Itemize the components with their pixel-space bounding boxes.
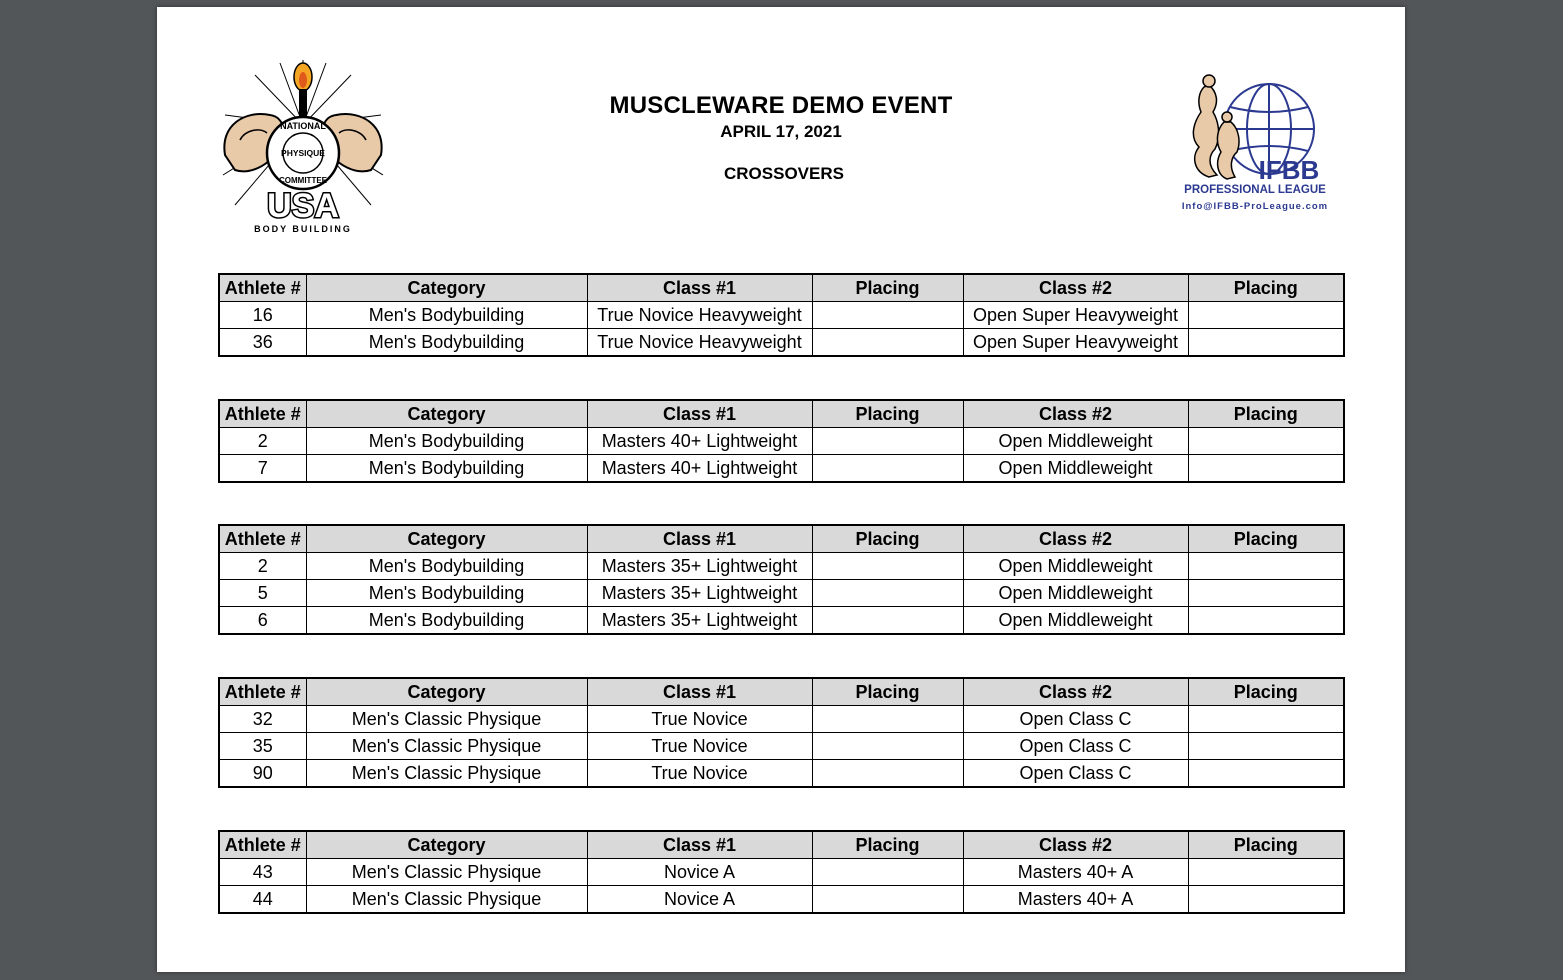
athlete-header: Athlete #	[219, 274, 306, 302]
class2-cell: Open Class C	[963, 760, 1188, 788]
class2-cell: Open Middleweight	[963, 455, 1188, 483]
placing1-cell	[812, 886, 963, 914]
placing1-cell	[812, 455, 963, 483]
athlete-number: 90	[219, 760, 306, 788]
table-header-row	[219, 274, 1344, 302]
table-row	[219, 607, 1344, 635]
table-row	[219, 886, 1344, 914]
table-row	[219, 859, 1344, 886]
athlete-number: 2	[219, 428, 306, 455]
class1-cell: Masters 35+ Lightweight	[587, 553, 812, 580]
category-header: Category	[306, 274, 587, 302]
category-cell: Men's Classic Physique	[306, 760, 587, 788]
table-header-row	[219, 525, 1344, 553]
class2-cell: Masters 40+ A	[963, 886, 1188, 914]
npc-footer: BODY BUILDING	[254, 224, 352, 234]
placing1-cell	[812, 859, 963, 886]
event-title: MUSCLEWARE DEMO EVENT	[609, 92, 953, 119]
placing2-header: Placing	[1188, 400, 1344, 428]
placing2-cell	[1188, 886, 1344, 914]
category-cell: Men's Bodybuilding	[306, 580, 587, 607]
class1-header: Class #1	[587, 831, 812, 859]
category-cell: Men's Bodybuilding	[306, 455, 587, 483]
class2-cell: Masters 40+ A	[963, 859, 1188, 886]
class2-header: Class #2	[963, 400, 1188, 428]
category-header: Category	[306, 678, 587, 706]
placing1-header: Placing	[812, 678, 963, 706]
table-row	[219, 553, 1344, 580]
class1-cell: True Novice	[587, 733, 812, 760]
class2-cell: Open Middleweight	[963, 428, 1188, 455]
category-cell: Men's Bodybuilding	[306, 302, 587, 329]
athlete-number: 2	[219, 553, 306, 580]
class2-cell: Open Super Heavyweight	[963, 329, 1188, 357]
class2-cell: Open Middleweight	[963, 580, 1188, 607]
placing2-cell	[1188, 428, 1344, 455]
crossover-table	[218, 273, 1345, 357]
class1-cell: Novice A	[587, 886, 812, 914]
placing2-cell	[1188, 553, 1344, 580]
table-row	[219, 760, 1344, 788]
table-header-row	[219, 400, 1344, 428]
table-row	[219, 302, 1344, 329]
placing1-cell	[812, 329, 963, 357]
athlete-number: 16	[219, 302, 306, 329]
placing2-header: Placing	[1188, 525, 1344, 553]
table-row	[219, 428, 1344, 455]
category-cell: Men's Classic Physique	[306, 706, 587, 733]
athlete-header: Athlete #	[219, 400, 306, 428]
ifbb-line1: PROFESSIONAL LEAGUE	[1184, 184, 1326, 196]
athlete-number: 43	[219, 859, 306, 886]
category-cell: Men's Classic Physique	[306, 733, 587, 760]
class1-cell: True Novice Heavyweight	[587, 302, 812, 329]
placing1-cell	[812, 607, 963, 635]
athlete-number: 7	[219, 455, 306, 483]
athlete-number: 44	[219, 886, 306, 914]
placing2-header: Placing	[1188, 831, 1344, 859]
npc-usa: USA	[267, 187, 339, 225]
class2-cell: Open Super Heavyweight	[963, 302, 1188, 329]
class2-header: Class #2	[963, 274, 1188, 302]
athlete-header: Athlete #	[219, 678, 306, 706]
placing2-header: Placing	[1188, 678, 1344, 706]
placing1-cell	[812, 706, 963, 733]
placing2-cell	[1188, 329, 1344, 357]
npc-logo	[215, 55, 391, 235]
class1-cell: True Novice	[587, 706, 812, 733]
class1-header: Class #1	[587, 678, 812, 706]
document-page	[157, 7, 1405, 972]
category-cell: Men's Classic Physique	[306, 859, 587, 886]
athlete-header: Athlete #	[219, 831, 306, 859]
placing1-header: Placing	[812, 400, 963, 428]
category-cell: Men's Bodybuilding	[306, 428, 587, 455]
placing2-header: Placing	[1188, 274, 1344, 302]
crossover-table	[218, 399, 1345, 483]
crossover-table	[218, 524, 1345, 635]
table-header-row	[219, 831, 1344, 859]
crossover-table	[218, 830, 1345, 914]
placing1-cell	[812, 428, 963, 455]
placing2-cell	[1188, 455, 1344, 483]
category-cell: Men's Bodybuilding	[306, 553, 587, 580]
table-row	[219, 580, 1344, 607]
class2-header: Class #2	[963, 678, 1188, 706]
category-header: Category	[306, 525, 587, 553]
class1-cell: True Novice	[587, 760, 812, 788]
class1-cell: Masters 35+ Lightweight	[587, 607, 812, 635]
class1-cell: Masters 40+ Lightweight	[587, 455, 812, 483]
category-cell: Men's Classic Physique	[306, 886, 587, 914]
class1-header: Class #1	[587, 400, 812, 428]
athlete-number: 36	[219, 329, 306, 357]
class1-cell: Novice A	[587, 859, 812, 886]
placing1-cell	[812, 553, 963, 580]
category-header: Category	[306, 831, 587, 859]
ifbb-main: IFBB	[1258, 155, 1320, 185]
placing1-header: Placing	[812, 274, 963, 302]
placing2-cell	[1188, 302, 1344, 329]
npc-center: PHYSIQUE	[281, 148, 325, 158]
placing2-cell	[1188, 706, 1344, 733]
class2-cell: Open Middleweight	[963, 553, 1188, 580]
athlete-number: 35	[219, 733, 306, 760]
event-subtitle: CROSSOVERS	[724, 164, 844, 183]
crossover-table	[218, 677, 1345, 788]
class1-header: Class #1	[587, 274, 812, 302]
npc-ring-bottom: COMMITTEE	[279, 176, 327, 185]
category-cell: Men's Bodybuilding	[306, 607, 587, 635]
class2-cell: Open Class C	[963, 733, 1188, 760]
placing1-cell	[812, 733, 963, 760]
npc-ring-top: NATIONAL	[280, 121, 326, 131]
placing1-cell	[812, 580, 963, 607]
ifbb-email: Info@IFBB-ProLeague.com	[1181, 201, 1329, 212]
table-header-row	[219, 678, 1344, 706]
class2-header: Class #2	[963, 525, 1188, 553]
class1-header: Class #1	[587, 525, 812, 553]
table-row	[219, 329, 1344, 357]
class2-cell: Open Middleweight	[963, 607, 1188, 635]
category-cell: Men's Bodybuilding	[306, 329, 587, 357]
event-date: APRIL 17, 2021	[720, 122, 842, 141]
placing1-header: Placing	[812, 525, 963, 553]
placing2-cell	[1188, 607, 1344, 635]
category-header: Category	[306, 400, 587, 428]
placing2-cell	[1188, 859, 1344, 886]
placing2-cell	[1188, 580, 1344, 607]
athlete-number: 5	[219, 580, 306, 607]
placing1-header: Placing	[812, 831, 963, 859]
athlete-number: 6	[219, 607, 306, 635]
placing1-cell	[812, 302, 963, 329]
table-row	[219, 706, 1344, 733]
placing2-cell	[1188, 733, 1344, 760]
athlete-number: 32	[219, 706, 306, 733]
class1-cell: True Novice Heavyweight	[587, 329, 812, 357]
table-row	[219, 455, 1344, 483]
class2-header: Class #2	[963, 831, 1188, 859]
placing2-cell	[1188, 760, 1344, 788]
class1-cell: Masters 35+ Lightweight	[587, 580, 812, 607]
class1-cell: Masters 40+ Lightweight	[587, 428, 812, 455]
table-row	[219, 733, 1344, 760]
athlete-header: Athlete #	[219, 525, 306, 553]
class2-cell: Open Class C	[963, 706, 1188, 733]
placing1-cell	[812, 760, 963, 788]
